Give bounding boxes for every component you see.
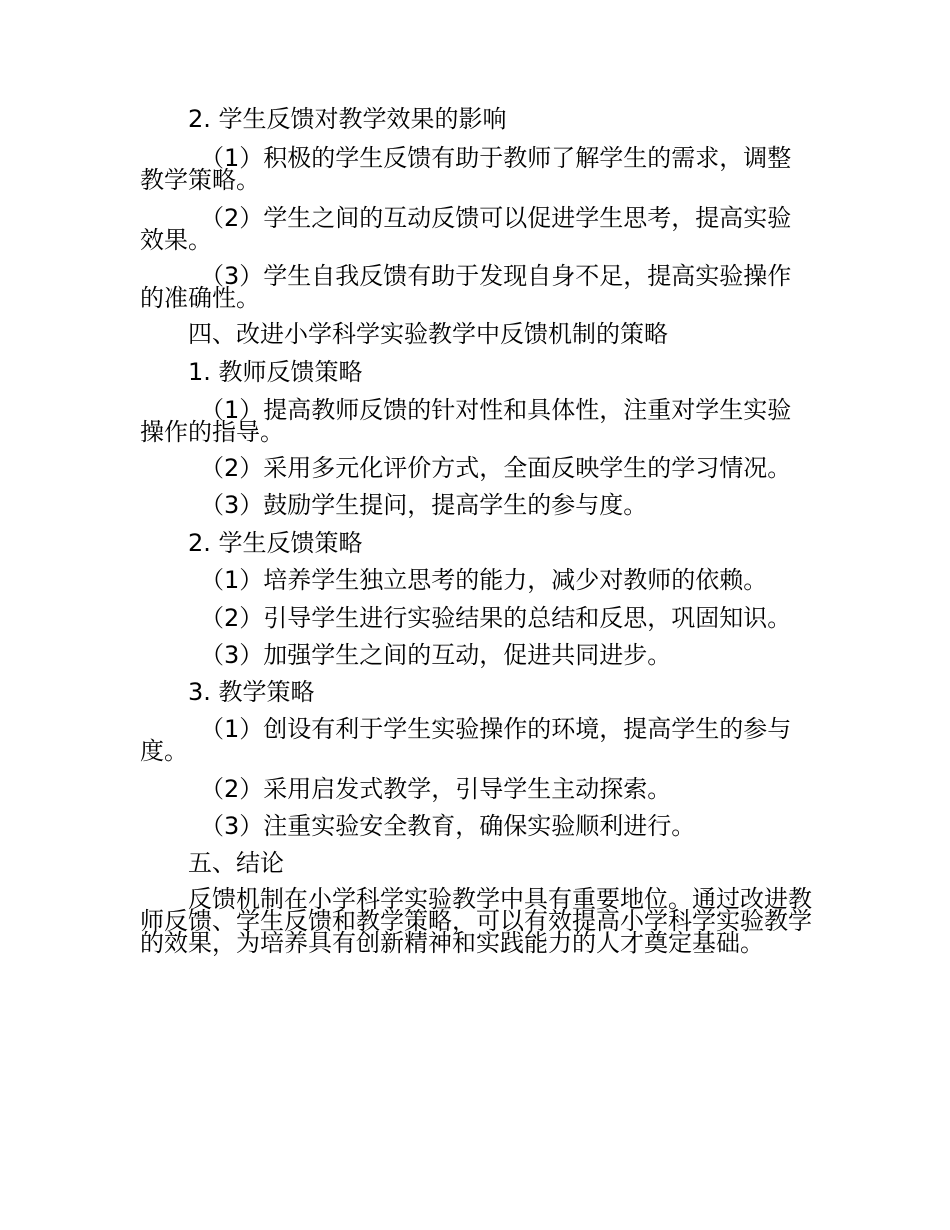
list-item: （3）注重实验安全教育，确保实验顺利进行。 — [200, 812, 696, 840]
list-item: （1）积极的学生反馈有助于教师了解学生的需求，调整教学策略。 — [140, 144, 792, 194]
list-item: （2）采用多元化评价方式，全面反映学生的学习情况。 — [200, 454, 792, 482]
subsection-heading-teacher-feedback: 1. 教师反馈策略 — [188, 358, 363, 386]
list-item: （2）引导学生进行实验结果的总结和反思，巩固知识。 — [200, 604, 792, 632]
section-heading-improvement-strategies: 四、改进小学科学实验教学中反馈机制的策略 — [188, 320, 668, 348]
list-item: （2）采用启发式教学，引导学生主动探索。 — [200, 775, 672, 803]
subsection-heading-student-feedback: 2. 学生反馈策略 — [188, 529, 363, 557]
list-item: （1）培养学生独立思考的能力，减少对教师的依赖。 — [200, 566, 768, 594]
list-item: （1）提高教师反馈的针对性和具体性，注重对学生实验操作的指导。 — [140, 396, 792, 446]
list-item: （3）加强学生之间的互动，促进共同进步。 — [200, 641, 672, 669]
section-heading-conclusion: 五、结论 — [188, 849, 284, 877]
conclusion-paragraph: 反馈机制在小学科学实验教学中具有重要地位。通过改进教师反馈、学生反馈和教学策略，可以有效提高小学科学实验教学的效果，为培养具有创新精神和实践能力的人才奠定基础。 — [140, 885, 812, 957]
section-heading-student-feedback-effect: 2. 学生反馈对教学效果的影响 — [188, 105, 507, 133]
list-item: （1）创设有利于学生实验操作的环境，提高学生的参与度。 — [140, 715, 792, 765]
list-item: （2）学生之间的互动反馈可以促进学生思考，提高实验效果。 — [140, 204, 792, 254]
list-item: （3）学生自我反馈有助于发现自身不足，提高实验操作的准确性。 — [140, 262, 792, 312]
list-item: （3）鼓励学生提问，提高学生的参与度。 — [200, 491, 648, 519]
subsection-heading-teaching-strategy: 3. 教学策略 — [188, 678, 315, 706]
